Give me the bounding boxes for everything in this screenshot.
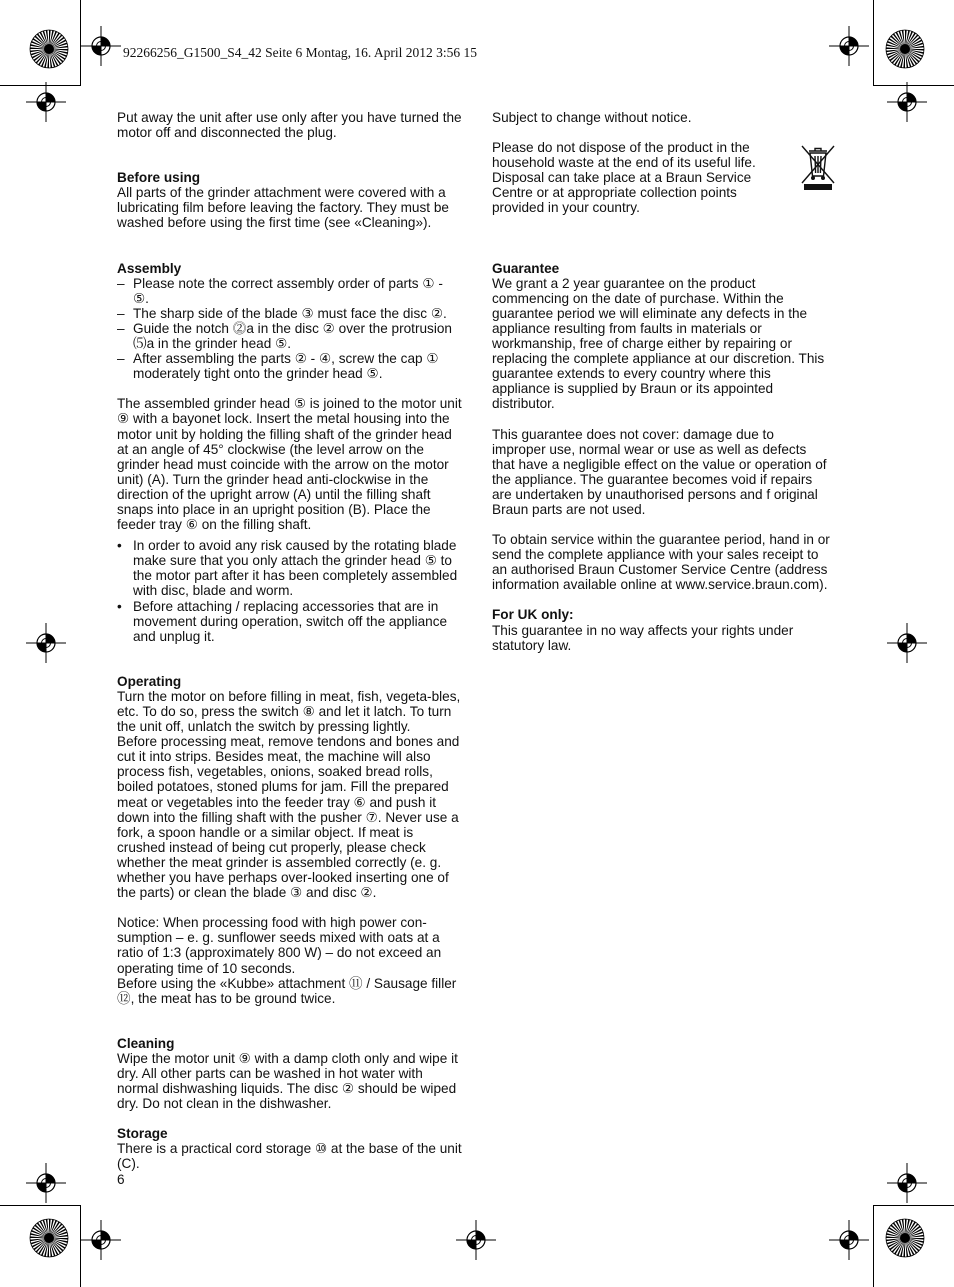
starburst-icon: [29, 29, 69, 69]
assembly-step: – After assembling the parts ② - ④, screw the cap ① moderately tight onto the grinder head ⑤.: [117, 351, 462, 381]
assembly-paragraph: The assembled grinder head ⑤ is joined to the motor unit ⑨ with a bayonet lock. Insert the metal housing into the motor unit by holding the filling shaft of the grinder head at an angle of 45° clockwise (the level arrow on the grinder head must coincide with the arrow on the motor unit) (A). Turn the grinder head anti-clockwise in the direction of the upright arrow (A) until the filling shaft snaps into place in an upright position (B). Place the feeder tray ⑥ on the filling shaft.: [117, 396, 462, 533]
page-number: 6: [117, 1172, 125, 1187]
operating-paragraph-2: Before processing meat, remove tendons and bones and cut it into strips. Besides meat, the machine will also process fish, vegetables, onions, soaked bread rolls, boiled potatoes, stoned plums for jam. Fill the prepared meat or vegetables into the feeder tray ⑥ and push it down into the filling shaft with the pusher ⑦. Never use a fork, a spoon handle or a similar object. If meat is crushed instead of being cut properly, please check whether the meat grinder is assembled correctly (e. g. whether you have perhaps over-looked inserting one of the parts) or clean the blade ③ and disc ②.: [117, 734, 460, 901]
print-slug: 92266256_G1500_S4_42 Seite 6 Montag, 16. April 2012 3:56 15: [123, 45, 477, 60]
guarantee-paragraph-3: To obtain service within the guarantee period, hand in or send the complete appliance with your sales receipt to an authorised Braun Customer Service Centre (address information available online at www.service.braun.com).: [492, 532, 830, 593]
operating-notice: Notice: When processing food with high power con-sumption – e. g. sunflower seeds mixed with oats at a ratio of 1:3 (approximately 800 W) – do not exceed an operating time of 10 seconds.: [117, 915, 442, 976]
registration-mark-icon: [26, 623, 66, 663]
registration-mark-icon: [829, 26, 869, 66]
assembly-heading: Assembly: [117, 260, 182, 276]
assembly-step: – Guide the notch ⓶a in the disc ② over the protrusion ⑸a in the grinder head ⑤.: [117, 321, 462, 351]
registration-mark-icon: [887, 1163, 927, 1203]
guarantee-heading: Guarantee: [492, 260, 560, 276]
change-notice: Subject to change without notice.: [492, 110, 692, 125]
assembly-step: – The sharp side of the blade ③ must face the disc ②.: [117, 306, 462, 321]
safety-bullet: • In order to avoid any risk caused by the rotating blade make sure that you only attach the grinder head ⑤ to the motor part after it has been completely assembled with disc, blade and worm.: [117, 538, 462, 598]
starburst-icon: [885, 29, 925, 69]
registration-mark-icon: [887, 623, 927, 663]
crossed-out-wheelie-bin-icon: [800, 143, 836, 191]
registration-mark-icon: [829, 1220, 869, 1260]
operating-paragraph-1: Turn the motor on before filling in meat, fish, vegeta-bles, etc. To do so, press the switch ⑧ and let it latch. To turn the unit off, unlatch the switch by pressing lightly.: [117, 688, 461, 735]
crop-mark: [873, 0, 874, 85]
crop-mark: [0, 1205, 81, 1206]
registration-mark-icon: [456, 1220, 496, 1260]
assembly-steps: [117, 276, 462, 382]
storage-text: There is a practical cord storage ⑩ at the base of the unit (C).: [117, 1141, 462, 1172]
cleaning-text: Wipe the motor unit ⑨ with a damp cloth only and wipe it dry. All other parts can be washed in hot water with normal dishwashing liquids. The disc ② should be wiped dry. Do not clean in the dishwasher.: [117, 1050, 458, 1112]
safety-bullet: • Before attaching / replacing accessories that are in movement during operation, switch off the appliance and unplug it.: [117, 599, 462, 644]
left-column: [117, 110, 462, 1172]
safety-bullets: [117, 538, 462, 644]
guarantee-paragraph-1: We grant a 2 year guarantee on the product commencing on the date of purchase. Within the guarantee period we will eliminate any defects in the appliance resulting from faults in materials or workmanship, free of charge either by repairing or replacing the complete appliance at our discretion. This guarantee extends to every country where this appliance is supplied by Braun or its appointed distributor.: [492, 275, 825, 412]
uk-text: This guarantee in no way affects your rights under statutory law.: [492, 622, 794, 653]
right-column: [492, 110, 830, 653]
cleaning-heading: Cleaning: [117, 1035, 175, 1051]
before-using-heading: Before using: [117, 170, 201, 186]
storage-heading: Storage: [117, 1126, 168, 1142]
registration-mark-icon: [887, 82, 927, 122]
crop-mark: [873, 1205, 954, 1206]
crop-mark: [873, 1205, 874, 1287]
disposal-text: Please do not dispose of the product in the household waste at the end of its useful life. Disposal can take place at a Braun Service Centre or at appropriate collection points provided in your country.: [492, 140, 756, 216]
registration-mark-icon: [81, 26, 121, 66]
starburst-icon: [29, 1218, 69, 1258]
registration-mark-icon: [26, 82, 66, 122]
guarantee-paragraph-2: This guarantee does not cover: damage due to improper use, normal wear or use as well as defects that have a negligible effect on the value or operation of the appliance. The guarantee becomes void if repairs are undertaken by unauthorised persons and f original Braun parts are not used.: [492, 426, 827, 517]
before-using-text: All parts of the grinder attachment were covered with a lubricating film before leaving the factory. They must be washed before using the first time (see «Cleaning»).: [117, 185, 449, 231]
operating-paragraph-4: Before using the «Kubbe» attachment ⑪ / Sausage filler ⑫, the meat has to be ground twice.: [117, 975, 457, 1006]
intro-paragraph: Put away the unit after use only after you have turned the motor off and disconnected the plug.: [117, 110, 462, 141]
registration-mark-icon: [26, 1163, 66, 1203]
assembly-step: – Please note the correct assembly order of parts ① - ⑤.: [117, 276, 462, 306]
uk-heading: For UK only:: [492, 607, 574, 623]
starburst-icon: [885, 1218, 925, 1258]
registration-mark-icon: [81, 1220, 121, 1260]
operating-heading: Operating: [117, 673, 182, 689]
